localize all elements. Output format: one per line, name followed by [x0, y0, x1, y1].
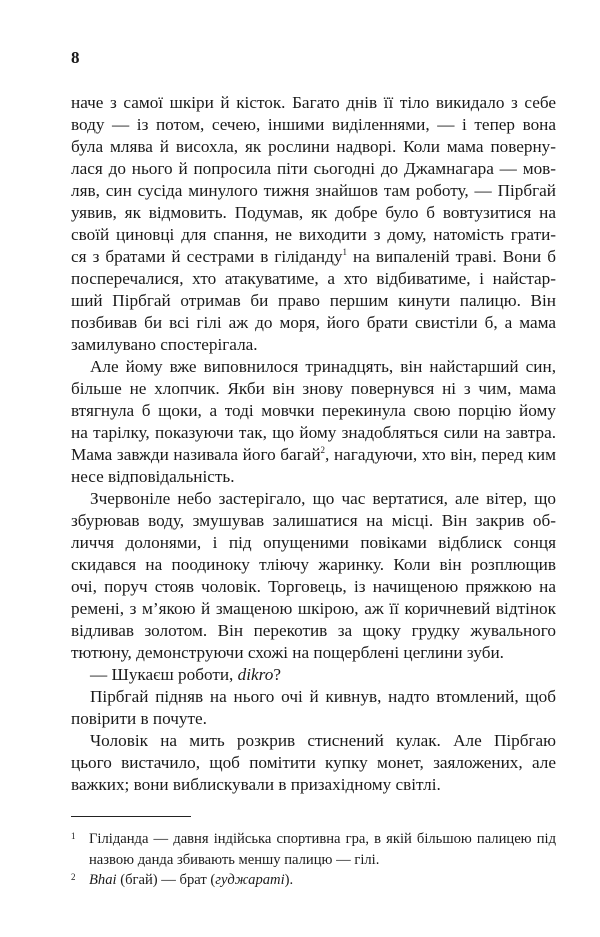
text-line: [71, 598, 556, 620]
text-segment: на тарілку, показуючи так, що йому знадобляться сили на завтра.: [71, 423, 556, 442]
text-segment: Пірбгай підняв на нього очі й кивнув, надто втомлений, щоб: [90, 687, 556, 706]
text-segment: Мама завжди називала його багай: [71, 445, 321, 464]
text-line: [89, 850, 556, 871]
text-segment: назвою данда збивають меншу палицю — гілі.: [89, 851, 380, 868]
text-line: [71, 730, 556, 752]
text-line: [71, 422, 556, 444]
text-segment: втягнула б щоки, а тоді мовчки перекинула свою порцію йому: [71, 401, 556, 420]
text-segment: , нагадуючи, хто він, перед ким: [325, 445, 556, 464]
text-line: [89, 829, 556, 850]
text-line: [71, 488, 556, 510]
text-line: [71, 92, 556, 114]
text-line: [71, 532, 556, 554]
text-segment: — Шукаєш роботи,: [90, 665, 238, 684]
footnote-reference[interactable]: 2: [320, 445, 326, 455]
footnote-reference[interactable]: 1: [342, 247, 347, 257]
text-line: [71, 554, 556, 576]
text-segment: воду — із потом, сечею, іншими виділеннями, — і тепер вона: [71, 115, 556, 134]
text-line: [71, 180, 556, 202]
text-line: [71, 686, 556, 708]
text-line: [71, 752, 556, 774]
text-segment: (бгай) — брат (: [116, 872, 216, 888]
text-line: [71, 158, 556, 180]
text-segment: Чоловік на мить розкрив стиснений кулак. Але Пірбгаю: [90, 731, 556, 750]
text-segment: ).: [284, 872, 294, 888]
text-segment: повірити в почуте.: [71, 709, 207, 728]
paragraph: [71, 92, 556, 356]
italic-text: Bhai: [89, 872, 117, 888]
text-line: [71, 400, 556, 422]
text-segment: Зчервоніле небо застерігало, що час вертатися, але вітер, що: [90, 489, 556, 508]
paragraph: [71, 664, 556, 686]
footnote-number: 2: [71, 872, 76, 882]
text-line: [71, 378, 556, 400]
text-segment: ремені, з м’якою й змащеною шкірою, аж її коричневий відтінок: [71, 599, 556, 618]
text-line: [71, 356, 556, 378]
footnotes: [71, 829, 556, 891]
text-line: [71, 708, 556, 730]
text-segment: уявив, як відмовить. Подумав, як добре було б вовтузитися на: [71, 203, 556, 222]
text-line: [71, 466, 556, 488]
paragraph: [71, 356, 556, 488]
text-line: [71, 642, 556, 664]
text-line: [71, 136, 556, 158]
text-line: [71, 312, 556, 334]
text-line: [71, 620, 556, 642]
text-segment: Гіліданда — давня індійська спортивна гра, в якій більшою палицею під: [89, 831, 556, 847]
footnote: [71, 870, 556, 891]
text-segment: цього вистачило, щоб помітити купку монет, заяложених, але: [71, 753, 556, 772]
footnote-divider: [71, 816, 191, 817]
text-segment: несе відповідальність.: [71, 467, 235, 486]
text-segment: лася до нього й попросила піти сьогодні до Джамнагара — мов-: [71, 159, 556, 178]
paragraph: [71, 730, 556, 796]
text-line: [71, 510, 556, 532]
text-line: [89, 870, 556, 891]
text-segment: замилувано спостерігала.: [71, 335, 258, 354]
text-segment: ляв, син сусіда минулого тижня знайшов там роботу, — Пірбгай: [71, 181, 556, 200]
text-segment: відливав золотом. Він перекотив за щоку грудку жувального: [71, 621, 556, 640]
text-segment: очі, поруч стояв чоловік. Торговець, із начищеною пряжкою на: [71, 577, 556, 596]
italic-text: гуджараті: [215, 872, 285, 888]
text-line: [71, 202, 556, 224]
footnote-number: 1: [71, 831, 76, 841]
text-line: [71, 664, 556, 686]
text-segment: збурював воду, змушував залишатися на місці. Він закрив об-: [71, 511, 556, 530]
text-line: [71, 290, 556, 312]
body-text: [71, 92, 556, 796]
text-segment: позбивав би всі гілі аж до моря, його брати свистіли б, а мама: [71, 313, 556, 332]
text-segment: наче з самої шкіри й кісток. Багато днів її тіло викидало з себе: [71, 93, 556, 112]
text-segment: більше не хлопчик. Якби він знову повернувся ні з чим, мама: [71, 379, 556, 398]
text-line: [71, 576, 556, 598]
text-line: [71, 334, 556, 356]
italic-text: dikro: [237, 665, 274, 684]
text-line: [71, 246, 556, 268]
text-segment: личчя долонями, і під опущеними повіками відблиск сонця: [71, 533, 556, 552]
text-line: [71, 444, 556, 466]
text-segment: ся з братами й сестрами в гіліданду: [71, 247, 343, 266]
text-segment: була млява й висохла, як рослини надворі. Коли мама поверну-: [71, 137, 556, 156]
text-segment: тютюну, демонструючи схожі на пощерблені цеглини зуби.: [71, 643, 504, 662]
text-line: [71, 224, 556, 246]
text-segment: ?: [273, 665, 281, 684]
text-line: [71, 114, 556, 136]
paragraph: [71, 488, 556, 664]
text-line: [71, 774, 556, 796]
text-segment: посперечалися, хто атакуватиме, а хто відбиватиме, і найстар-: [71, 269, 556, 288]
text-segment: ший Пірбгай отримав би право першим кинути палицю. Він: [71, 291, 556, 310]
text-segment: скидався на поодиноку тліючу жаринку. Коли він розплющив: [71, 555, 556, 574]
text-segment: важких; вони виблискували в призахідному світлі.: [71, 775, 441, 794]
footnote: [71, 829, 556, 870]
text-segment: Але йому вже виповнилося тринадцять, він найстарший син,: [90, 357, 556, 376]
paragraph: [71, 686, 556, 730]
text-segment: на випаленій траві. Вони б: [346, 247, 556, 266]
text-segment: своїй циновці для спання, не виходити з дому, натомість грати-: [71, 225, 556, 244]
page-number: 8: [71, 48, 80, 67]
text-line: [71, 268, 556, 290]
